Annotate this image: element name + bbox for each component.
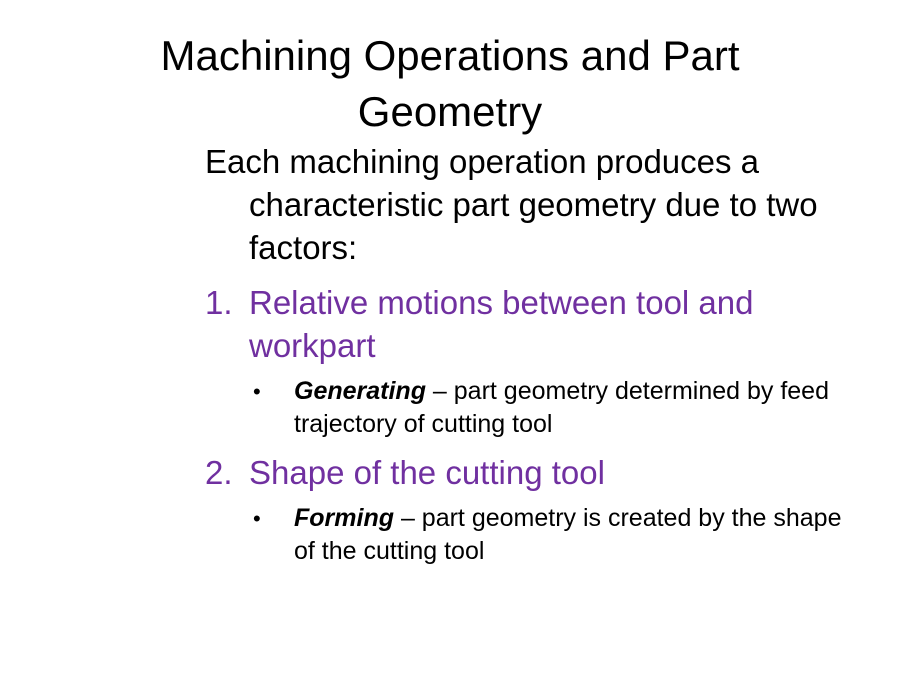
term-generating: Generating — [294, 377, 426, 405]
slide-title — [100, 28, 800, 140]
term-description-2: – part geometry is created by the shape of the cutting tool — [294, 504, 842, 565]
factor-item-1 — [205, 281, 855, 367]
bullet-icon: • — [253, 379, 261, 404]
slide-title-line-1: Machining Operations and Part — [160, 32, 740, 79]
slide-title-line-2: Geometry — [357, 88, 543, 135]
term-description-1: – part geometry determined by feed trajectory of cutting tool — [294, 377, 829, 438]
bullet-icon: • — [253, 506, 261, 531]
term-forming: Forming — [294, 504, 394, 532]
factor-text-2: Shape of the cutting tool — [249, 454, 605, 491]
factor-sub-item-1 — [205, 375, 855, 441]
factor-item-2 — [205, 451, 855, 494]
factor-sub-item-2 — [205, 502, 855, 568]
factor-number-2: 2. — [205, 454, 233, 491]
slide-body — [205, 140, 855, 578]
factor-number-1: 1. — [205, 284, 233, 321]
factor-text-1: Relative motions between tool and workpart — [249, 284, 754, 364]
intro-paragraph: Each machining operation produces a characteristic part geometry due to two factors: — [205, 143, 818, 266]
